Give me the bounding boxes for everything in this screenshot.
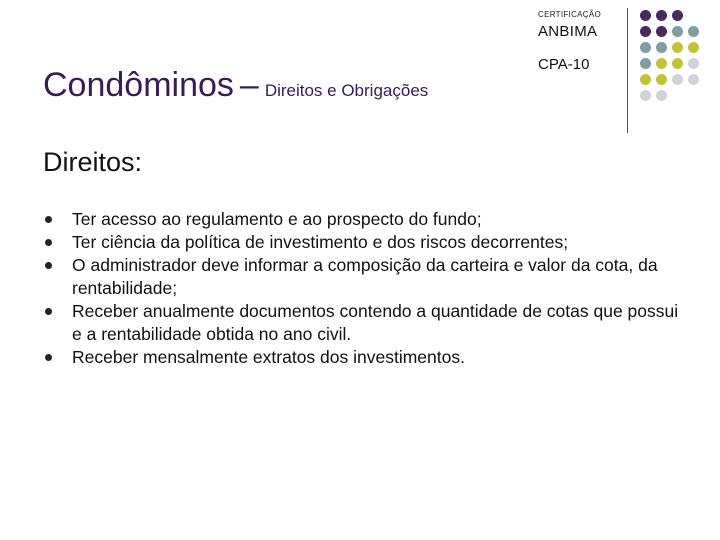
decorative-dot	[688, 58, 699, 69]
course-code: CPA-10	[538, 56, 590, 73]
header-divider	[627, 8, 628, 133]
section-heading: Direitos:	[43, 147, 143, 177]
decorative-dot	[656, 58, 667, 69]
decorative-dot	[656, 74, 667, 85]
bullet-item	[45, 346, 685, 369]
decorative-dot	[656, 90, 667, 101]
bullet-dot-icon	[45, 216, 52, 223]
decorative-dot	[640, 58, 651, 69]
decorative-dot	[672, 74, 683, 85]
bullet-list	[45, 208, 685, 369]
decorative-dot	[640, 42, 651, 53]
slide-title	[43, 66, 428, 105]
decorative-dot	[656, 10, 667, 21]
bullet-dot-icon	[45, 262, 52, 269]
decorative-dot	[688, 74, 699, 85]
bullet-item	[45, 231, 685, 254]
decorative-dot	[688, 26, 699, 37]
decorative-dot	[640, 26, 651, 37]
decorative-dot	[640, 74, 651, 85]
decorative-dot-grid	[640, 10, 720, 140]
bullet-dot-icon	[45, 308, 52, 315]
decorative-dot	[688, 42, 699, 53]
bullet-text: Ter acesso ao regulamento e ao prospecto do fundo;	[72, 209, 482, 229]
decorative-dot	[672, 58, 683, 69]
decorative-dot	[640, 10, 651, 21]
bullet-dot-icon	[45, 239, 52, 246]
title-subtitle: Direitos e Obrigações	[264, 81, 429, 100]
decorative-dot	[672, 26, 683, 37]
bullet-item	[45, 208, 685, 231]
bullet-text: O administrador deve informar a composição da carteira e valor da cota, da rentabilidade;	[72, 255, 658, 298]
brand-name: ANBIMA	[538, 23, 598, 40]
decorative-dot	[656, 42, 667, 53]
certification-label: CERTIFICAÇÃO	[538, 10, 602, 19]
decorative-dot	[640, 90, 651, 101]
title-dash: –	[239, 66, 259, 104]
title-main: Condôminos	[43, 66, 234, 104]
decorative-dot	[672, 42, 683, 53]
bullet-dot-icon	[45, 354, 52, 361]
bullet-text: Receber mensalmente extratos dos investimentos.	[72, 347, 465, 367]
bullet-item	[45, 254, 685, 300]
bullet-item	[45, 300, 685, 346]
decorative-dot	[656, 26, 667, 37]
decorative-dot	[672, 10, 683, 21]
bullet-text: Ter ciência da política de investimento e dos riscos decorrentes;	[72, 232, 569, 252]
bullet-text: Receber anualmente documentos contendo a quantidade de cotas que possui e a rentabilidade obtida no ano civil.	[72, 301, 679, 344]
